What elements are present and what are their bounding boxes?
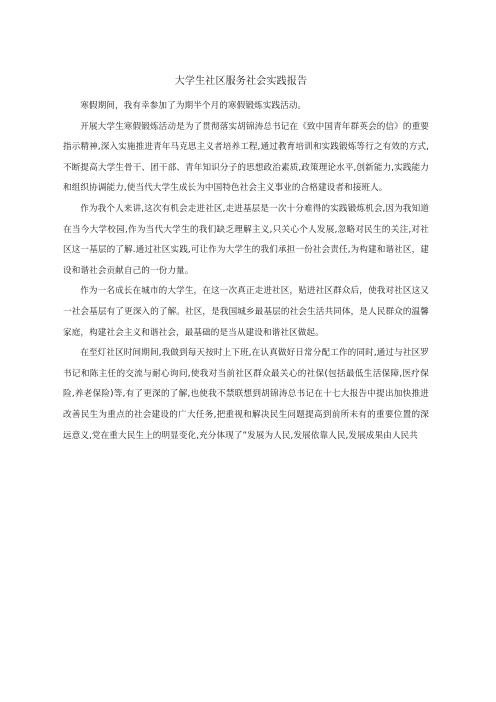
paragraph-purpose: 开展大学生寒假锻炼活动是为了贯彻落实胡锦涛总书记在《致中国青年群英会的信》的重要指示精神,深入实施推进青年马克思主义者培养工程,通过教育培训和实践锻炼等行之有效的方式,不断提高大学生骨干、团干部、青年知识分子的思想政治素质,政策理论水平,创新能力,实践能力和组织协调能力,使当代大学生成长为中国特色社会主义事业的合格建设者和接班人。 (63, 121, 429, 194)
paragraph-intro: 寒假期间，我有幸参加了为期半个月的寒假锻炼实践活动。 (80, 101, 307, 111)
document-title: 大学生社区服务社会实践报告 (174, 76, 308, 87)
paragraph-community: 作为一名成长在城市的大学生，在这一次真正走进社区，贴进社区群众后，使我对社区这又一社会基层有了更深入的了解。社区，是我国城乡最基层的社会生活共同体，是人民群众的温馨家庭，构建社会主义和谐社会，最基础的是当从建设和谐社区做起。 (63, 286, 429, 338)
paragraph-personal: 作为我个人来讲,这次有机会走进社区,走进基层是一次十分难得的实践锻炼机会,因为我知道在当今大学校园,作为当代大学生的我们缺乏理解主义,只关心个人发展,忽略对民生的关注,对社区这一基层的了解.通过社区实践,可让作为大学生的我们承担一份社会责任,为构建和谐社区，建设和谐社会贡献自己的一份力量。 (63, 203, 429, 276)
paragraph-practice: 在至灯社区时间期间,我做到每天按时上下班,在认真做好日常分配工作的同时,通过与社区罗书记和陈主任的交流与耐心询问,使我对当前社区群众最关心的社保(包括最低生活保障,医疗保险,养老保险)等,有了更深的了解,也使我不禁联想到胡锦涛总书记在十七大报告中提出加快推进改善民生为重点的社会建设的广大任务,把重视和解决民生问题提高到前所未有的重要位置的深远意义,党在重大民生上的明显变化,充分体现了”发展为人民,发展依靠人民,发展成果由人民共 (63, 348, 429, 441)
